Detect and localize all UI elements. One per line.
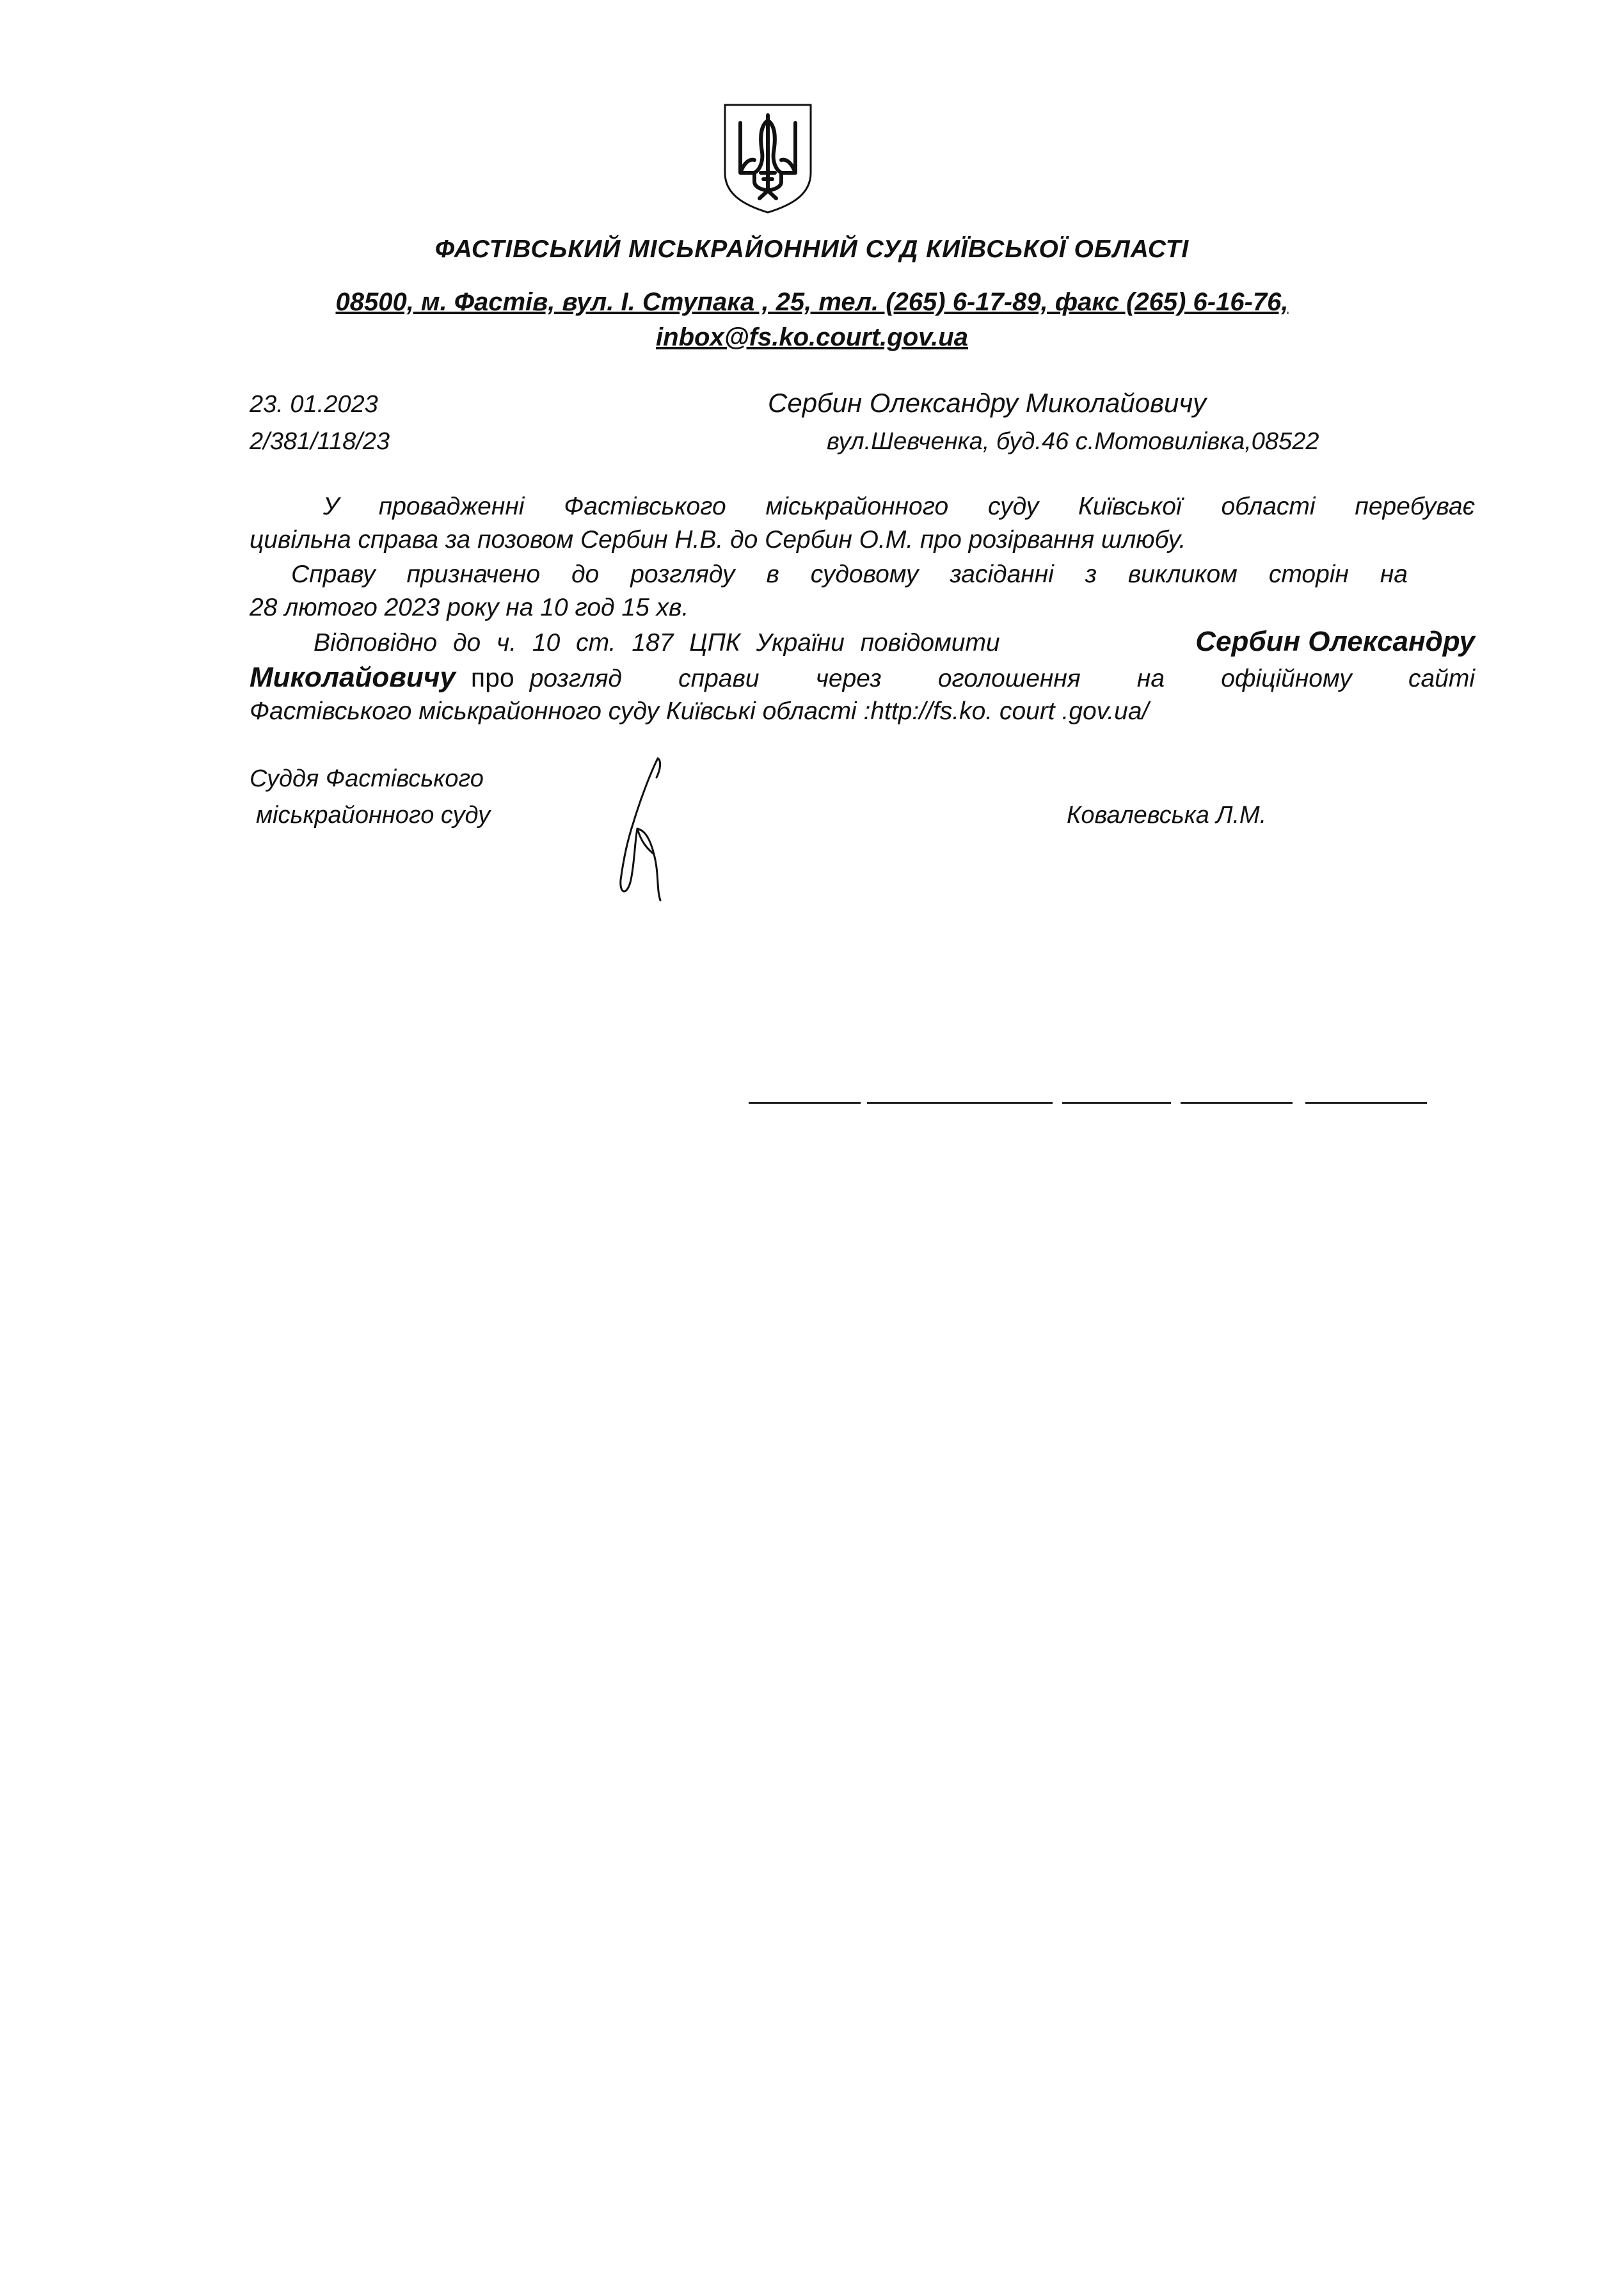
paragraph-1-line-1: У провадженні Фастівського міськрайонного суду Київської області перебуває: [323, 493, 1475, 520]
paragraph-3-line-2-rest: розгляд справи через оголошення на офіційному сайті: [529, 665, 1475, 692]
addressee-name-bold-part-2: Миколайовичу: [250, 662, 456, 693]
coat-of-arms-emblem: [721, 101, 815, 215]
recipient-name: Сербин Олександру Миколайовичу: [768, 388, 1207, 418]
signature-icon: [595, 752, 685, 905]
paragraph-2-line-2: 28 лютого 2023 року на 10 год 15 хв.: [250, 594, 689, 621]
case-reference: 2/381/118/23: [250, 428, 390, 455]
signer-role-line-1: Суддя Фастівського: [250, 765, 484, 792]
paragraph-3-word-pro: про: [470, 663, 514, 692]
recipient-address: вул.Шевченка, буд.46 с.Мотовилівка,08522: [827, 428, 1319, 455]
court-email: inbox@fs.ko.court.gov.ua: [656, 323, 968, 351]
scan-line-artifact: [1062, 1102, 1171, 1104]
paragraph-1-line-2: цивільна справа за позовом Сербин Н.В. до Сербин О.М. про розірвання шлюбу.: [250, 526, 1186, 554]
signer-role-line-2: міськрайонного суду: [256, 802, 491, 829]
addressee-name-bold-part-1: Сербин Олександру: [1195, 626, 1475, 657]
paragraph-3-line-1: [314, 626, 1475, 658]
paragraph-2-line-1: Справу призначено до розгляду в судовому засіданні з викликом сторін на: [291, 561, 1408, 588]
paragraph-3-line-2: [250, 662, 1475, 694]
paragraph-3-line-3: Фастівського міськрайонного суду Київські області :http://fs.ko. court .gov.ua/: [250, 697, 1149, 725]
letter-date: 23. 01.2023: [250, 391, 378, 418]
judge-name: Ковалевська Л.М.: [1067, 802, 1267, 829]
handwritten-signature: [595, 752, 685, 905]
court-address: 08500, м. Фастів, вул. І. Ступака , 25, тел. (265) 6-17-89, факс (265) 6-16-76,: [335, 288, 1289, 316]
court-name: ФАСТІВСЬКИЙ МІСЬКРАЙОННИЙ СУД КИЇВСЬКОЇ ОБЛАСТІ: [434, 235, 1190, 263]
trident-icon: [721, 101, 815, 215]
scan-line-artifact: [1181, 1102, 1293, 1104]
scan-line-artifact: [867, 1102, 1053, 1104]
scan-line-artifact: [1305, 1102, 1427, 1104]
paragraph-3-lead: Відповідно до ч. 10 ст. 187 ЦПК України повідомити: [314, 629, 1000, 657]
scan-line-artifact: [749, 1102, 861, 1104]
